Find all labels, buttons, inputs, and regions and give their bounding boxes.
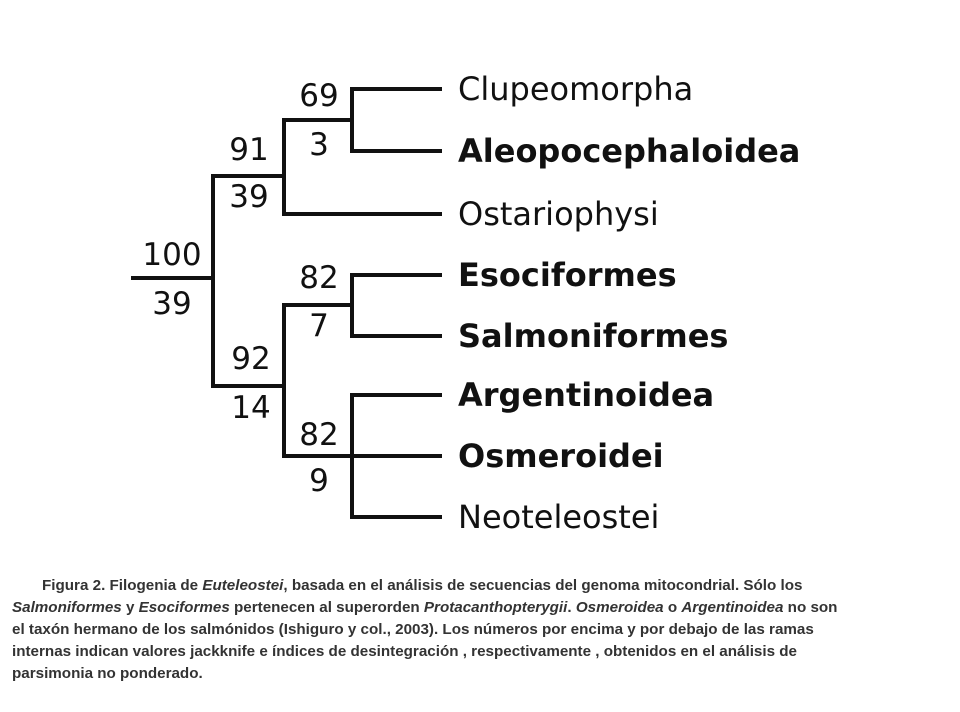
caption-italic-term: Esociformes	[138, 599, 230, 616]
decay-index-root: 39	[152, 286, 192, 322]
jackknife-value-argent-osmer-neotel: 82	[299, 417, 339, 453]
taxon-label-ostariophysi: Ostariophysi	[458, 195, 659, 233]
taxon-label-aleopocephaloidea: Aleopocephaloidea	[458, 132, 801, 170]
taxon-label-neoteleostei: Neoteleostei	[458, 498, 660, 536]
caption-line	[12, 641, 952, 663]
caption-text: internas indican valores jackknife e índices de desintegración , respectivamente , obtenidos en el análisis de	[12, 643, 797, 660]
caption-line	[12, 575, 952, 597]
taxon-label-argentinoidea: Argentinoidea	[458, 376, 715, 414]
caption-italic-term: Osmeroidea	[575, 599, 664, 616]
caption-text: o	[663, 599, 682, 616]
caption-text: el taxón hermano de los salmónidos (Ishiguro y col., 2003). Los números por encima y por debajo de las ramas	[12, 621, 814, 638]
caption-text: y	[121, 599, 139, 616]
taxon-label-salmoniformes: Salmoniformes	[458, 317, 729, 355]
decay-index-esoc-salmo: 7	[309, 308, 329, 344]
caption-text: parsimonia no ponderado.	[12, 665, 203, 682]
caption-text: .	[567, 599, 576, 616]
caption-italic-term: Salmoniformes	[12, 599, 122, 616]
jackknife-value-clupeo-aleopo-ostario: 91	[229, 132, 269, 168]
caption-italic-term: Euteleostei	[202, 577, 284, 594]
decay-index-argent-osmer-neotel: 9	[309, 463, 329, 499]
taxon-label-osmeroidei: Osmeroidei	[458, 437, 664, 475]
caption-line	[12, 663, 952, 685]
caption-text: Figura 2. Filogenia de	[42, 577, 203, 594]
node-support-values	[142, 78, 338, 499]
caption-italic-term: Protacanthopterygii	[423, 599, 568, 616]
jackknife-value-root: 100	[142, 237, 202, 273]
jackknife-value-clupeo-aleopo: 69	[299, 78, 339, 114]
taxon-labels	[458, 70, 800, 536]
decay-index-clupeo-aleopo: 3	[309, 127, 329, 163]
taxon-label-clupeomorpha: Clupeomorpha	[458, 70, 694, 108]
figure-caption	[12, 575, 952, 685]
caption-text: pertenecen al superorden	[229, 599, 424, 616]
taxon-label-esociformes: Esociformes	[458, 256, 677, 294]
jackknife-value-esoc-salmo-osmero: 92	[231, 341, 271, 377]
caption-line	[12, 597, 952, 619]
caption-text: , basada en el análisis de secuencias del genoma mitocondrial. Sólo los	[283, 577, 803, 594]
decay-index-clupeo-aleopo-ostario: 39	[229, 179, 269, 215]
jackknife-value-esoc-salmo: 82	[299, 260, 339, 296]
decay-index-esoc-salmo-osmero: 14	[231, 390, 271, 426]
caption-text: no son	[783, 599, 838, 616]
caption-line	[12, 619, 952, 641]
caption-italic-term: Argentinoidea	[681, 599, 784, 616]
